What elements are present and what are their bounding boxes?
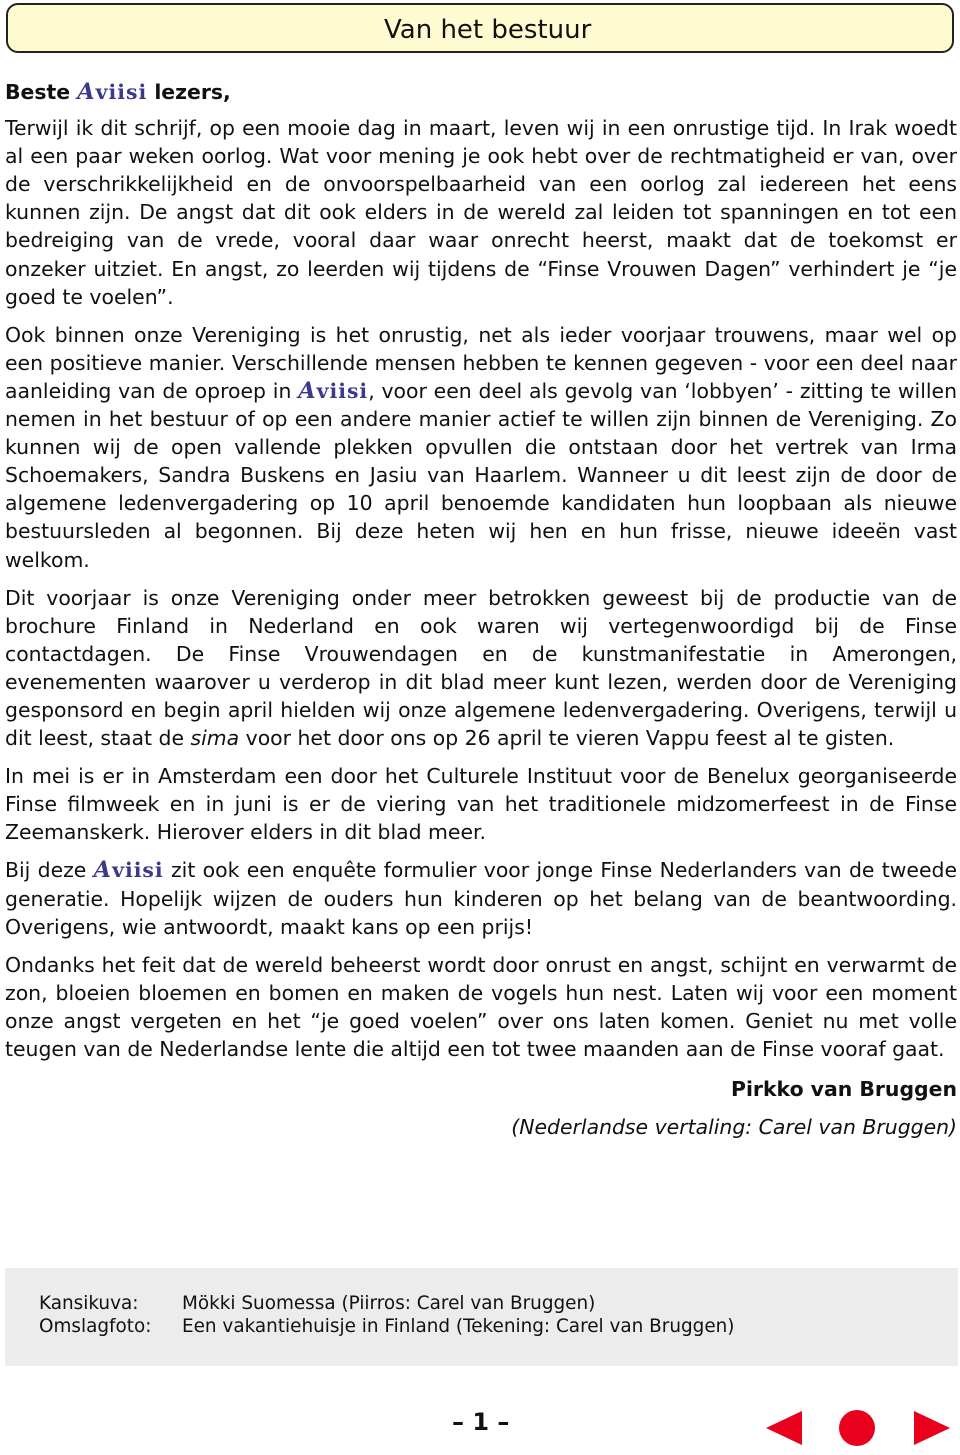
- cover-row: [39, 1293, 595, 1314]
- paragraph-1: Terwijl ik dit schrijf, op een mooie dag in maart, leven wij in een onrustige tijd. In Irak woedt al een paar weken oorlog. Wat voor mening je ook hebt over de rechtmatigheid er van, over de verschrikkelijkheid en de onvoorspelbaarheid van een oorlog zal iedereen het eens kunnen zijn. De angst dat dit ook elders in de wereld zal leiden tot spanningen en tot een bedreiging van de vrede, vooral daar waar onrecht heerst, maakt dat de toekomst er onzeker uitziet. En angst, zo leerden wij tijdens de “Finse Vrouwen Dagen” verhindert je “je goed te voelen”.: [5, 116, 957, 309]
- signature-translator: (Nederlandse vertaling: Carel van Bruggen): [511, 1115, 957, 1140]
- signature-author: Pirkko van Bruggen: [731, 1077, 957, 1102]
- paragraph-2: [5, 321, 957, 574]
- magazine-name-cap: A: [77, 79, 96, 105]
- magazine-name: [298, 379, 368, 403]
- paragraph-2-part-a: Ook binnen onze Vereniging is het onrustig, net als ieder voorjaar trouwens, maar wel op een positieve manier. Verschillende mensen hebben te kennen gegeven - voor een deel naar aanleiding van de oproep in: [5, 322, 957, 403]
- paragraph-3-part-a: Dit voorjaar is onze Vereniging onder meer betrokken geweest bij de productie van de brochure Finland in Nederland en ook waren wij vertegenwoordigd bij de Finse contactdagen. De Finse Vrouwendagen en de kunstmanifestatie in Amerongen, evenementen waarover u verderop in dit blad meer kunt lezen, werden door de Vereniging gesponsord en begin april hielden wij onze algemene ledenvergadering. Overigens, terwijl u dit leest, staat de: [5, 585, 957, 751]
- magazine-name-rest: viisi: [95, 80, 148, 104]
- paragraph-5: [5, 856, 957, 940]
- salutation-before: Beste: [5, 80, 71, 104]
- magazine-name-rest: viisi: [112, 858, 164, 883]
- magazine-name: [77, 80, 147, 104]
- cover-value: Een vakantiehuisje in Finland (Tekening: Carel van Bruggen): [182, 1316, 735, 1337]
- circle-icon[interactable]: [838, 1410, 876, 1448]
- cover-label: Omslagfoto:: [39, 1316, 152, 1337]
- magazine-name-cap: A: [298, 377, 317, 404]
- paragraph-5-part-a: Bij deze: [5, 858, 87, 883]
- cover-row: [39, 1316, 734, 1337]
- page-title: Van het bestuur: [384, 15, 592, 45]
- paragraph-3: [5, 584, 957, 753]
- triangle-right-icon[interactable]: [912, 1410, 952, 1446]
- paragraph-3-part-b: voor het door ons op 26 april te vieren Vappu feest al te gisten.: [245, 726, 895, 751]
- magazine-name-rest: viisi: [316, 378, 369, 403]
- title-box: [6, 3, 954, 53]
- paragraph-3-emphasis: sima: [190, 726, 240, 751]
- magazine-name-cap: A: [93, 857, 113, 884]
- cover-caption-box: [5, 1268, 958, 1366]
- paragraph-2-part-b: , voor een deel als gevolg van ‘lobbyen’ - zitting te willen nemen in het bestuur of op een andere manier actief te willen zijn binnen de Vereniging. Zo kunnen wij de open vallende plekken opvullen die ontstaan door het vertrek van Irma Schoemakers, Sandra Buskens en Jasiu van Haarlem. Wanneer u dit leest zijn de door de algemene ledenvergadering op 10 april benoemde kandidaten hun loopbaan als nieuwe bestuursleden al begonnen. Bij deze heten wij hen en hun frisse, nieuwe ideeën vast welkom.: [5, 378, 957, 572]
- paragraph-4: In mei is er in Amsterdam een door het Culturele Instituut voor de Benelux georganiseerde Finse filmweek en in juni is er de viering van het traditionele midzomerfeest in de Finse Zeemanskerk. Hierover elders in dit blad meer.: [5, 764, 957, 845]
- salutation: [5, 78, 957, 106]
- salutation-after: lezers,: [154, 80, 231, 104]
- cover-value: Mökki Suomessa (Piirros: Carel van Bruggen): [182, 1293, 596, 1314]
- article-body: [5, 78, 957, 1141]
- paragraph-5-part-b: zit ook een enquête formulier voor jonge Finse Nederlanders van de tweede generatie. Hopelijk wijzen de ouders hun kinderen op het belang van de beantwoording. Overigens, wie antwoordt, maakt kans op een prijs!: [5, 858, 957, 939]
- cover-label: Kansikuva:: [39, 1293, 139, 1314]
- triangle-left-icon[interactable]: [764, 1410, 804, 1446]
- paragraph-6: Ondanks het feit dat de wereld beheerst wordt door onrust en angst, schijnt en verwarmt de zon, bloeien bloemen en bomen en maken de vogels hun nest. Laten wij voor een moment onze angst vergeten en het “je goed voelen” over ons laten komen. Geniet nu met volle teugen van de Nederlandse lente die altijd een tot twee maanden aan de Finse vooraf gaat.: [5, 952, 957, 1061]
- page-number: – 1 –: [452, 1408, 510, 1436]
- magazine-name: [94, 858, 164, 882]
